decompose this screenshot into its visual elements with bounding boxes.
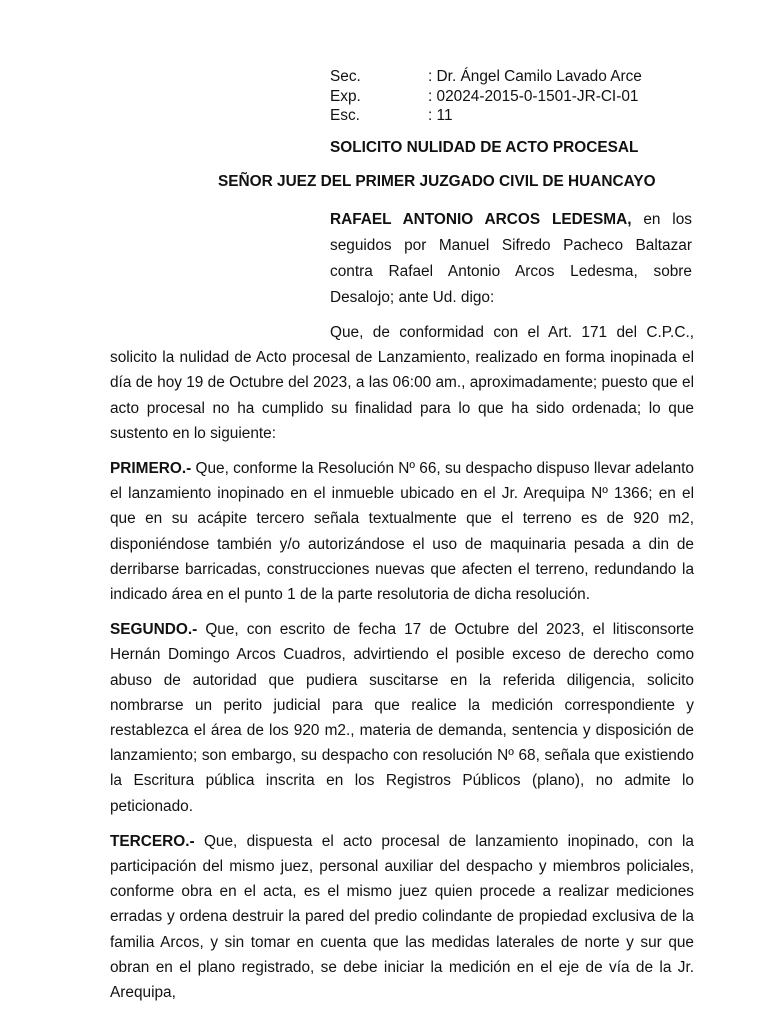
header-row-esc xyxy=(330,106,642,126)
header-row-exp xyxy=(330,87,642,107)
section-heading: TERCERO.- xyxy=(110,832,195,850)
section-primero xyxy=(110,456,694,607)
section-segundo xyxy=(110,617,694,819)
intro-text: en los seguidos por Manuel Sifredo Pacheco Baltazar contra Rafael Antonio Arcos Ledesma, sobre Desalojo; ante Ud. digo: xyxy=(330,211,692,306)
sec-value: : Dr. Ángel Camilo Lavado Arce xyxy=(428,68,642,85)
section-tercero xyxy=(110,829,694,1005)
document-title: SOLICITO NULIDAD DE ACTO PROCESAL xyxy=(330,139,639,156)
section-text: Que, conforme la Resolución Nº 66, su despacho dispuso llevar adelanto el lanzamiento inopinado en el inmueble ubicado en el Jr. Arequipa Nº 1366; en el que en su acápite tercero señala textualmente que el terreno es de 920 m2, disponiéndose también y/o autorizándose el uso de maquinaria pesada a din de derribarse barricadas, construcciones nuevas que afecten el terreno, redundando la indicado área en el punto 1 de la parte resolutoria de dicha resolución. xyxy=(110,460,694,604)
section-heading: SEGUNDO.- xyxy=(110,621,198,639)
addressee: SEÑOR JUEZ DEL PRIMER JUZGADO CIVIL DE HUANCAYO xyxy=(218,173,656,190)
sec-label: Sec. xyxy=(330,68,361,85)
esc-value: : 11 xyxy=(428,107,453,124)
case-header xyxy=(330,67,642,126)
section-heading: PRIMERO.- xyxy=(110,460,192,478)
opening-paragraph: Que, de conformidad con el Art. 171 del C.P.C., solicito la nulidad de Acto procesal de Lanzamiento, realizado en forma inopinada el día de hoy 19 de Octubre del 2023, a las 06:00 am., aproximadamente; puesto que el acto procesal no ha cumplido su finalidad para lo que ha sido ordenada; lo que sustento en lo siguiente: xyxy=(110,324,694,442)
document-body xyxy=(110,320,694,1015)
header-row-sec xyxy=(330,67,642,87)
exp-value: : 02024-2015-0-1501-JR-CI-01 xyxy=(428,87,639,105)
section-text: Que, con escrito de fecha 17 de Octubre del 2023, el litisconsorte Hernán Domingo Arcos Cuadros, advirtiendo el posible exceso de derecho como abuso de autoridad que pudiera suscitarse en la referida diligencia, solicito nombrarse un perito judicial para que realice la medición correspondiente y restablezca el área de los 920 m2., materia de demanda, sentencia y disposición de lanzamiento; son embargo, su despacho con resolución Nº 68, señala que existiendo la Escritura pública inscrita en los Registros Públicos (plano), no admite lo peticionado. xyxy=(110,621,694,815)
exp-label: Exp. xyxy=(330,87,361,105)
petitioner-name: RAFAEL ANTONIO ARCOS LEDESMA, xyxy=(330,211,632,228)
esc-label: Esc. xyxy=(330,107,360,124)
section-text: Que, dispuesta el acto procesal de lanzamiento inopinado, con la participación del mismo juez, personal auxiliar del despacho y miembros policiales, conforme obra en el acta, es el mismo juez quien procede a realizar mediciones erradas y ordena destruir la pared del predio colindante de propiedad exclusiva de la familia Arcos, y sin tomar en cuenta que las medidas laterales de norte y sur que obran en el plano registrado, se debe iniciar la medición en el eje de vía de la Jr. Arequipa, xyxy=(110,832,694,1002)
intro-paragraph xyxy=(330,207,692,311)
